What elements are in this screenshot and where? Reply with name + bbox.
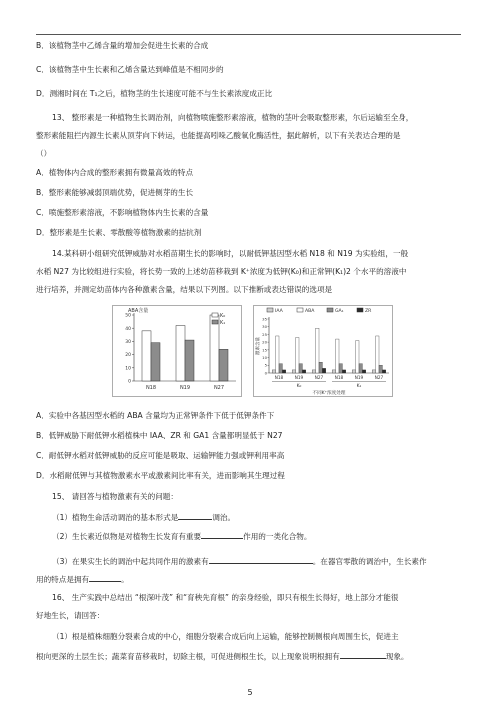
y-tick-label: 40 bbox=[125, 326, 131, 332]
y-tick-label: 10 bbox=[262, 354, 267, 360]
q14-stem-2: 水稻 N27 为比较组进行实验，将长势一致的上述幼苗移栽到 K⁺浓度为低钾(K₀)和正常钾(K₁)2 个水平的溶液中 bbox=[36, 267, 407, 276]
bar-N18-K₁-IAA bbox=[332, 370, 335, 373]
q16-stem-2: 好地生长，请回答： bbox=[36, 611, 105, 620]
q15-1-text: （1）植物生命活动调治的基本形式是 bbox=[52, 513, 179, 522]
bar-N27-K₀-GA₁ bbox=[319, 362, 322, 373]
y-tick-label: 5 bbox=[264, 362, 267, 368]
q15-3-text: （3）在果实生长的调治中起共同作用的激素有 bbox=[52, 557, 209, 566]
bar-N27-K₁-ZR bbox=[382, 370, 385, 373]
chart-frame bbox=[254, 306, 393, 397]
q15-part-3 bbox=[52, 555, 427, 567]
q15-part-1 bbox=[52, 511, 235, 523]
q16-text: 根向更深的土层生长；蔬菜育苗移栽时，切除主根，可促进侧根生长，以上现象说明根拥有 bbox=[36, 652, 340, 661]
q15-stem: 15、 请回答与植物激素有关的问题： bbox=[52, 492, 178, 501]
y-axis-label: ABA含量 bbox=[128, 308, 149, 314]
bar-N18-K₀-IAA bbox=[272, 370, 275, 373]
x-tick-label: N27 bbox=[213, 385, 225, 391]
x-tick-label: N18 bbox=[145, 385, 157, 391]
bar-N18-K₀-ZR bbox=[282, 370, 285, 373]
q15-3d-tail: 。 bbox=[121, 575, 129, 584]
y-tick-label: 0 bbox=[264, 370, 267, 376]
legend-label: GA₁ bbox=[335, 309, 344, 314]
bar-N19-K₀-ABA bbox=[296, 338, 299, 373]
hormone-chart bbox=[253, 305, 393, 401]
x-tick-label: N19 bbox=[179, 385, 191, 391]
bar-N19-K₁-IAA bbox=[352, 370, 355, 373]
bar-N27-K₀-IAA bbox=[312, 370, 315, 373]
bar-N27-K₀-ABA bbox=[316, 328, 319, 373]
q13-option-c: C．喷施整形素溶液，不影响植物体内生长素的含量 bbox=[36, 208, 209, 217]
x-tick-label: N27 bbox=[314, 375, 324, 380]
x-tick-label: N18 bbox=[274, 375, 284, 380]
option-b: B．该植物茎中乙烯含量的增加会促进生长素的合成 bbox=[36, 41, 209, 50]
q14-stem-3: 进行培养，并测定幼苗体内各种激素含量，结果以下列图。以下推断或表达错误的选项是 bbox=[36, 285, 333, 294]
bar-N19-K₀-IAA bbox=[292, 370, 295, 373]
q15-part-2 bbox=[52, 530, 311, 542]
legend-label: ZR bbox=[365, 309, 372, 314]
q13-option-d: D．整形素是生长素、零散酸等植物激素的拮抗剂 bbox=[36, 228, 202, 237]
bar-N18-K₁-ABA bbox=[336, 339, 339, 373]
bar-N19-K₀ bbox=[176, 326, 185, 381]
bar-N18-K₀-ABA bbox=[276, 336, 279, 373]
legend-swatch bbox=[212, 313, 218, 317]
q15-2-text: （2）生长素近似物是对植物生长发育有重要 bbox=[52, 532, 202, 541]
q16-tail: 现象。 bbox=[385, 652, 409, 661]
q14-stem-1: 14.某科研小组研究低钾威胁对水稻苗期生长的影响时，以耐低钾基因型水稻 N18 和 N19 为实验组，一般 bbox=[52, 249, 409, 258]
answer-blank[interactable] bbox=[209, 555, 313, 564]
bar-N27-K₀-ZR bbox=[322, 368, 325, 373]
option-d: D．测湘时间在 T₁之后，植物茎的生长速度可能不与生长素浓度成正比 bbox=[36, 89, 273, 98]
bar-N19-K₀-ZR bbox=[302, 370, 305, 373]
q15-3c-text: 用的特点是拥有 bbox=[36, 575, 90, 584]
bar-N27-K₁ bbox=[219, 349, 228, 381]
legend-swatch bbox=[357, 308, 363, 312]
aba-chart bbox=[112, 305, 242, 401]
bar-N19-K₀-GA₁ bbox=[299, 364, 302, 373]
q13-stem-1: 13、 整形素是一种植物生长调治剂，向植物喷施整形素溶液，植物的茎叶会吸取整形素，尔后运输至全身， bbox=[52, 113, 414, 122]
bar-N18-K₀ bbox=[142, 331, 151, 381]
bar-N27-K₁-ABA bbox=[376, 336, 379, 373]
y-tick-label: 20 bbox=[262, 339, 267, 345]
header-rule bbox=[36, 34, 461, 35]
q14-option-a: A．实验中各基因型水稻的 ABA 含量均为正常钾条件下低于低钾条件下 bbox=[36, 411, 275, 420]
bar-N27-K₀ bbox=[210, 315, 219, 381]
bar-N18-K₁ bbox=[151, 343, 160, 381]
x-tick-label: N19 bbox=[294, 375, 304, 380]
y-tick-label: 30 bbox=[125, 340, 131, 345]
y-tick-label: 35 bbox=[262, 316, 267, 322]
q15-3-tail: 。在器官零散的调治中，生长素作 bbox=[312, 557, 427, 566]
legend-swatch bbox=[327, 308, 333, 312]
legend-label: ABA bbox=[305, 309, 315, 314]
q13-option-a: A．植物体内合成的整形素拥有微量高效的特点 bbox=[36, 168, 194, 177]
condition-label: K₁ bbox=[356, 384, 362, 389]
y-tick-label: 0 bbox=[128, 379, 131, 385]
bar-N19-K₁-ZR bbox=[362, 370, 365, 373]
answer-blank[interactable] bbox=[89, 573, 121, 582]
legend-swatch bbox=[297, 308, 303, 312]
q13-stem-3: （） bbox=[36, 149, 52, 158]
option-c: C．该植物茎中生长素和乙烯含量达到峰值是不相同步的 bbox=[36, 65, 224, 74]
q13-stem-2: 整形素能阻拦内源生长素从顶芽向下转运，也能提高吲哚乙酸氧化酶活性，据此解析，以下有关表达合理的是 bbox=[36, 131, 401, 140]
legend-label: K₀ bbox=[220, 313, 226, 319]
answer-blank[interactable] bbox=[201, 530, 243, 539]
bar-N19-K₁ bbox=[185, 340, 194, 381]
condition-label: K₀ bbox=[296, 384, 302, 389]
bar-N27-K₁-IAA bbox=[372, 370, 375, 373]
q14-option-d: D．水稻耐低钾与其植物激素水平或激素间比率有关，进而影响其生理过程 bbox=[36, 471, 285, 480]
legend-label: IAA bbox=[275, 309, 283, 314]
x-axis-label: 不同K⁺浓度处理 bbox=[312, 391, 346, 396]
bar-N18-K₁-ZR bbox=[342, 370, 345, 373]
bar-N18-K₁-GA₁ bbox=[339, 364, 342, 373]
q15-part-3b bbox=[36, 573, 129, 585]
page-number: 5 bbox=[247, 688, 253, 697]
bar-N19-K₁-GA₁ bbox=[359, 364, 362, 373]
q15-1-tail: 调治。 bbox=[212, 513, 236, 522]
q13-option-b: B．整形素能够减弱顶端优势，促进侧芽的生长 bbox=[36, 188, 194, 197]
bar-N18-K₀-GA₁ bbox=[279, 364, 282, 373]
q16-part-1: （1）根是植株细胞分裂素合成的中心，细胞分裂素合成后向上运输，能够控制侧根向周围生长，促进主 bbox=[52, 632, 399, 641]
legend-label: K₁ bbox=[220, 320, 226, 326]
y-tick-label: 25 bbox=[262, 331, 267, 337]
q16-part-1b bbox=[36, 650, 409, 662]
y-tick-label: 30 bbox=[262, 324, 267, 330]
y-axis-label: 激素含量 bbox=[256, 337, 261, 355]
answer-blank[interactable] bbox=[178, 511, 212, 520]
x-tick-label: N27 bbox=[374, 375, 384, 380]
legend-swatch bbox=[267, 308, 273, 312]
y-tick-label: 15 bbox=[262, 347, 267, 353]
bar-N27-K₁-GA₁ bbox=[379, 365, 382, 373]
y-tick-label: 20 bbox=[125, 353, 131, 359]
x-tick-label: N19 bbox=[354, 375, 364, 380]
q16-stem-1: 16、 生产实践中总结出 “根深叶茂” 和“育秧先育根” 的亲身经验，即只有根生长得好，地上部分才能很 bbox=[52, 593, 399, 602]
q15-2-tail: 作用的一类化合物。 bbox=[243, 532, 312, 541]
y-tick-label: 50 bbox=[125, 313, 131, 319]
q14-option-c: C．耐低钾水稻对低钾威胁的反应可能是吸取、运输钾能力强或钾利用率高 bbox=[36, 451, 285, 460]
bar-N19-K₁-ABA bbox=[356, 341, 359, 373]
legend-swatch bbox=[212, 320, 218, 324]
q14-option-b: B．低钾威胁下耐低钾水稻植株中 IAA、ZR 和 GA1 含量都明显低于 N27 bbox=[36, 431, 283, 440]
answer-blank[interactable] bbox=[340, 650, 386, 659]
x-tick-label: N18 bbox=[334, 375, 344, 380]
y-tick-label: 10 bbox=[125, 366, 131, 372]
